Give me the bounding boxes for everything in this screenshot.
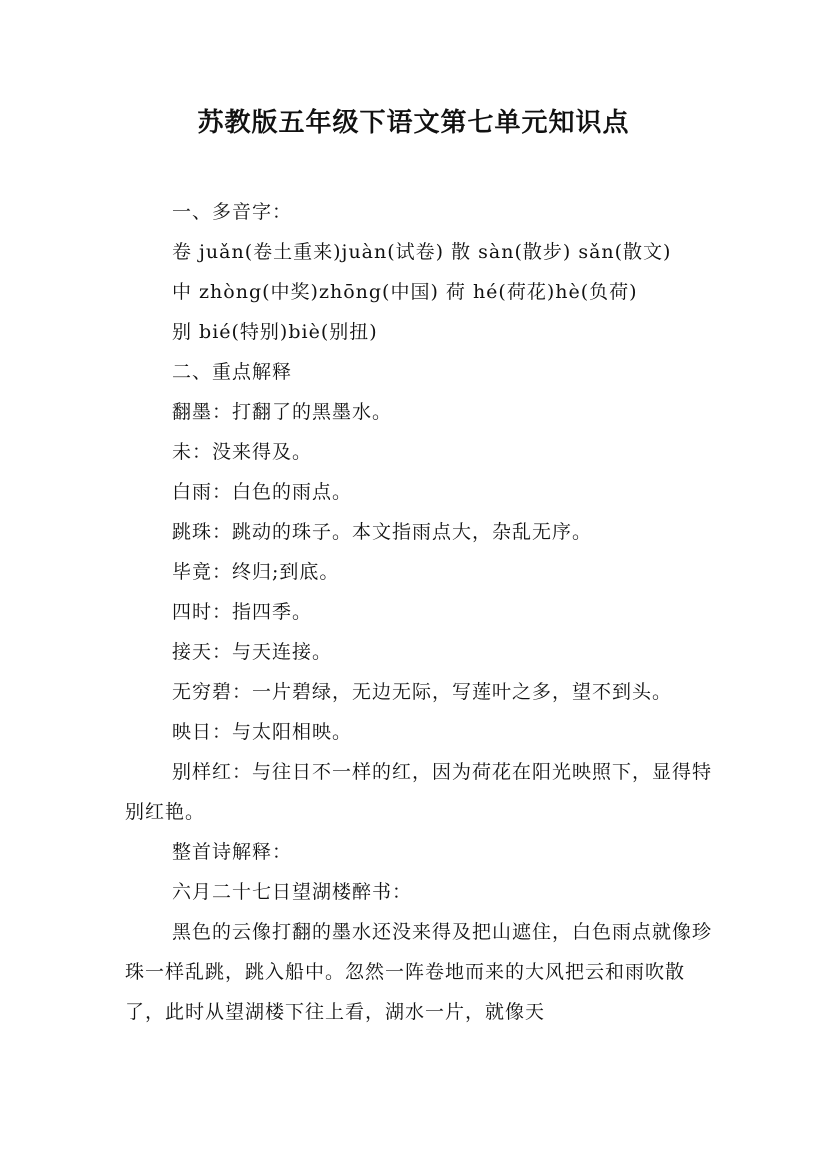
paragraph: 六月二十七日望湖楼醉书： [172, 881, 413, 903]
paragraph: 映日：与太阳相映。 [172, 721, 353, 743]
page-title: 苏教版五年级下语文第七单元知识点 [197, 108, 630, 138]
paragraph: 接天：与天连接。 [172, 641, 333, 663]
paragraph: 整首诗解释： [172, 841, 293, 863]
paragraph: 翻墨：打翻了的黑墨水。 [172, 401, 393, 423]
paragraph: 无穷碧：一片碧绿，无边无际，写莲叶之多，望不到头。 [172, 681, 673, 703]
document-body [125, 192, 719, 1032]
paragraph: 卷 juǎn(卷土重来)juàn(试卷) 散 sàn(散步) sǎn(散文) [172, 241, 672, 263]
paragraph: 别样红：与往日不一样的红，因为荷花在阳光映照下，显得特别红艳。 [125, 761, 713, 823]
paragraph: 白雨：白色的雨点。 [172, 481, 353, 503]
paragraph: 别 bié(特别)biè(别扭) [172, 321, 378, 343]
paragraph: 毕竟：终归;到底。 [172, 561, 340, 583]
paragraph: 未：没来得及。 [172, 441, 313, 463]
paragraph: 四时：指四季。 [172, 601, 313, 623]
paragraph: 跳珠：跳动的珠子。本文指雨点大，杂乱无序。 [172, 521, 593, 543]
paragraph: 黑色的云像打翻的墨水还没来得及把山遮住，白色雨点就像珍珠一样乱跳，跳入船中。忽然一阵卷地而来的大风把云和雨吹散了，此时从望湖楼下往上看，湖水一片，就像天 [125, 921, 713, 1023]
paragraph: 中 zhòng(中奖)zhōng(中国) 荷 hé(荷花)hè(负荷) [172, 281, 638, 303]
paragraph: 一、多音字： [172, 201, 293, 223]
paragraph: 二、重点解释 [172, 361, 293, 383]
